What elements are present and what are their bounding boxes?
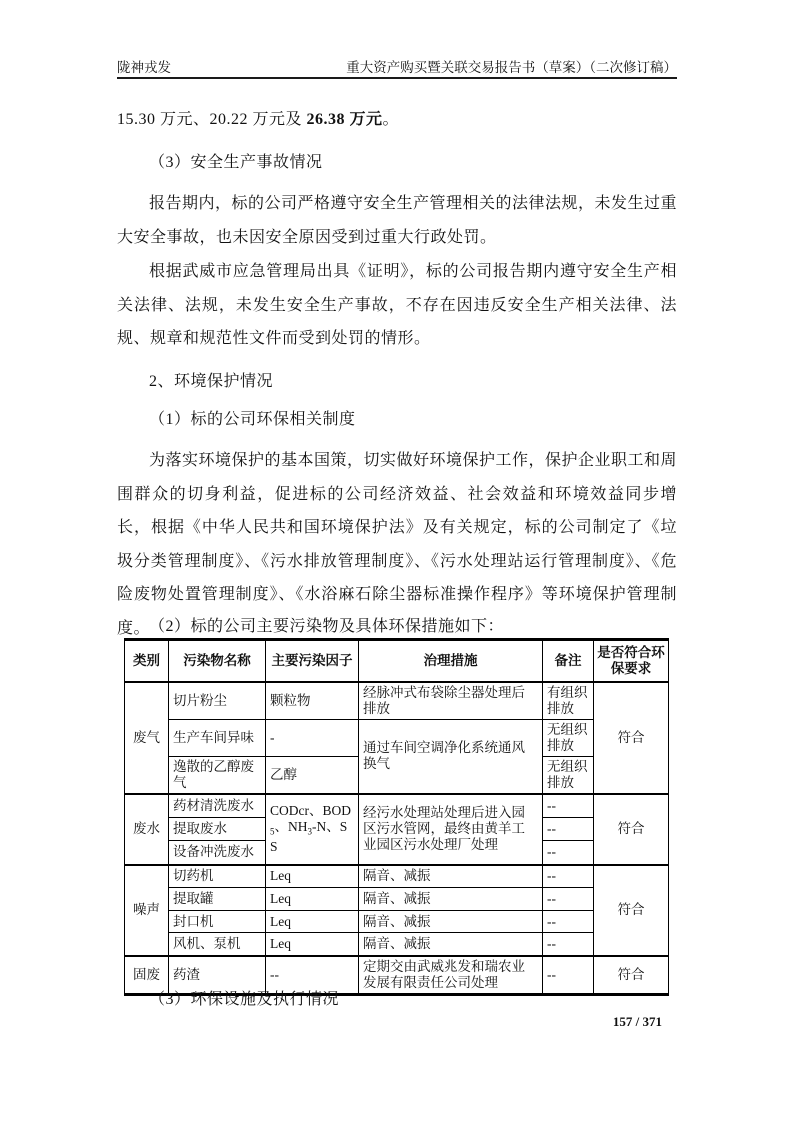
cell-pollutant-name: 风机、泵机 [169, 933, 266, 956]
cell-factor: 乙醇 [266, 756, 359, 794]
cell-note: -- [543, 888, 594, 911]
cell-treatment: 隔音、减振 [359, 888, 543, 911]
table-row [125, 794, 669, 818]
page-number: 157 / 371 [612, 1014, 662, 1029]
table-row [125, 682, 669, 720]
cell-factor: 颗粒物 [266, 682, 359, 720]
cell-note: -- [543, 794, 594, 818]
table-header-row [125, 640, 669, 682]
cell-treatment: 经脉冲式布袋除尘器处理后排放 [359, 682, 543, 720]
heading-safety-incidents: （3）安全生产事故情况 [149, 154, 323, 171]
cell-pollutant-name: 封口机 [169, 911, 266, 933]
cell-factor [266, 794, 359, 865]
cell-note: -- [543, 956, 594, 995]
table-row [125, 933, 669, 956]
cell-compliance: 符合 [594, 682, 669, 794]
cell-treatment: 定期交由武威兆发和瑞农业发展有限责任公司处理 [359, 956, 543, 995]
cell-category: 废水 [125, 794, 169, 865]
amounts-bold-text: 26.38 万元 [306, 111, 383, 128]
table-row [125, 719, 669, 756]
factor-subscript: 5 [270, 826, 275, 837]
factor-text: CODcr、BOD [270, 802, 351, 818]
cell-factor: Leq [266, 888, 359, 911]
pollutants-table [124, 638, 669, 996]
cell-compliance: 符合 [594, 794, 669, 865]
cell-treatment: 隔音、减振 [359, 933, 543, 956]
cell-category: 噪声 [125, 865, 169, 956]
cell-note: -- [543, 911, 594, 933]
cell-treatment: 通过车间空调净化系统通风换气 [359, 719, 543, 794]
cell-treatment: 隔音、减振 [359, 865, 543, 888]
cell-treatment: 隔音、减振 [359, 911, 543, 933]
cell-note: -- [543, 818, 594, 841]
cell-factor: Leq [266, 933, 359, 956]
cell-pollutant-name: 提取废水 [169, 818, 266, 841]
cell-note: -- [543, 841, 594, 865]
heading-env-facilities: （3）环保设施及执行情况 [149, 991, 340, 1008]
factor-subscript: 3 [307, 826, 312, 837]
table-row [125, 911, 669, 933]
amounts-normal-text: 15.30 万元、20.22 万元及 [117, 111, 307, 128]
header-treatment: 治理措施 [359, 640, 543, 682]
header-pollutant-name: 污染物名称 [169, 640, 266, 682]
heading-environment: 2、环境保护情况 [149, 373, 274, 390]
header-category: 类别 [125, 640, 169, 682]
cell-factor: Leq [266, 911, 359, 933]
header-note: 备注 [543, 640, 594, 682]
cell-pollutant-name: 切药机 [169, 865, 266, 888]
cell-factor: -- [266, 956, 359, 995]
cell-factor: - [266, 719, 359, 756]
factor-text: 、NH [274, 818, 308, 834]
header-company-name: 陇神戎发 [117, 60, 171, 75]
header-factor: 主要污染因子 [266, 640, 359, 682]
cell-note: 无组织排放 [543, 719, 594, 756]
paragraph-safety-2: 根据武威市应急管理局出具《证明》，标的公司报告期内遵守安全生产相关法律、法规，未发生安全生产事故，不存在因违反安全生产相关法律、法规、规章和规范性文件而受到处罚的情形。 [117, 263, 677, 347]
cell-note: 无组织排放 [543, 756, 594, 794]
cell-pollutant-name: 药材清洗废水 [169, 794, 266, 818]
cell-category: 固废 [125, 956, 169, 995]
cell-note: -- [543, 865, 594, 888]
cell-compliance: 符合 [594, 865, 669, 956]
header-rule [117, 77, 677, 79]
cell-pollutant-name: 切片粉尘 [169, 682, 266, 720]
cell-category: 废气 [125, 682, 169, 794]
cell-pollutant-name: 设备冲洗废水 [169, 841, 266, 865]
table-row [125, 888, 669, 911]
header-report-title: 重大资产购买暨关联交易报告书（草案）（二次修订稿） [346, 60, 677, 75]
cell-factor: Leq [266, 865, 359, 888]
cell-pollutant-name: 提取罐 [169, 888, 266, 911]
cell-note: 有组织排放 [543, 682, 594, 720]
factor-text: -N、SS [270, 818, 348, 855]
cell-compliance: 符合 [594, 956, 669, 995]
amounts-tail-text: 。 [382, 111, 400, 128]
table-row [125, 865, 669, 888]
heading-env-system: （1）标的公司环保相关制度 [149, 411, 356, 428]
paragraph-env-policy: 为落实环境保护的基本国策，切实做好环境保护工作，保护企业职工和周围群众的切身利益，促进标的公司经济效益、社会效益和环境效益同步增长，根据《中华人民共和国环境保护法》及有关规定，标的公司制定了《垃圾分类管理制度》、《污水排放管理制度》、《污水处理站运行管理制度》、《危险废物处置管理制度》、《水浴麻石除尘器标准操作程序》等环境保护管理制度。 [117, 452, 678, 637]
paragraph-safety-1: 报告期内，标的公司严格遵守安全生产管理相关的法律法规，未发生过重大安全事故，也未因安全原因受到过重大行政处罚。 [117, 195, 678, 246]
paragraph-amounts [117, 103, 677, 137]
cell-treatment: 经污水处理站处理后进入园区污水管网，最终由黄羊工业园区污水处理厂处理 [359, 794, 543, 865]
header-compliance: 是否符合环保要求 [594, 640, 669, 682]
cell-note: -- [543, 933, 594, 956]
heading-pollutants-table: （2）标的公司主要污染物及具体环保措施如下： [149, 618, 505, 635]
cell-pollutant-name: 药渣 [169, 956, 266, 995]
cell-pollutant-name: 逸散的乙醇废气 [169, 756, 266, 794]
cell-pollutant-name: 生产车间异味 [169, 719, 266, 756]
